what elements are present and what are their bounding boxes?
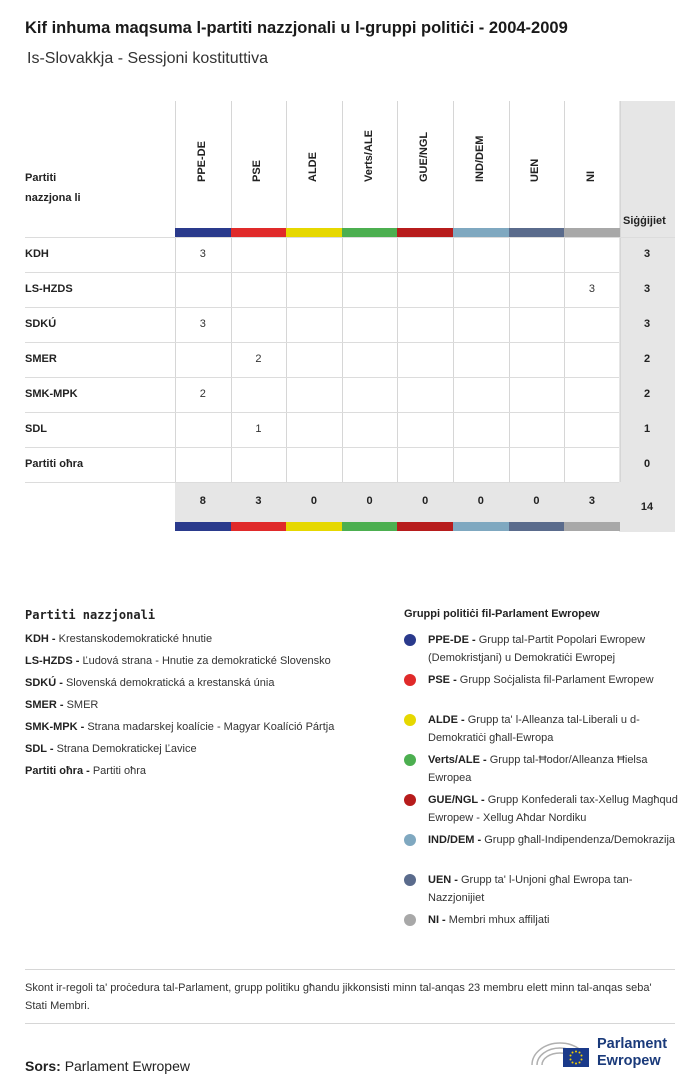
row-total: 3 [643, 318, 651, 330]
national-legend-item [25, 633, 212, 645]
legend-abbr: SMER - [25, 699, 67, 711]
legend-text: Ľudová strana - Hnutie za demokratické Slovensko [82, 655, 331, 667]
row-total: 0 [643, 458, 651, 470]
row-total: 2 [643, 388, 651, 400]
row-total: 2 [643, 353, 651, 365]
national-legend-item [25, 743, 197, 755]
row-label: SMER [25, 353, 57, 365]
group-color-bar [231, 522, 287, 531]
group-legend-item [404, 911, 684, 947]
group-color-bar [397, 228, 453, 237]
group-color-bar [286, 522, 342, 531]
legend-description: Grupp Soċjalista fil-Parlament Ewropew [459, 674, 654, 686]
group-color-bar [397, 522, 453, 531]
row-divider [25, 237, 675, 238]
legend-text: Strana Demokratickej Ľavice [56, 743, 197, 755]
legend-abbr: Partiti oħra - [25, 765, 93, 777]
group-color-bar [453, 228, 509, 237]
group-legend-item [404, 671, 684, 707]
column-total: 0 [422, 495, 429, 507]
column-total: 8 [199, 495, 206, 507]
legend-abbr: KDH - [25, 633, 59, 645]
column-total: 0 [366, 495, 373, 507]
column-header: Verts/ALE [362, 130, 375, 182]
legend-description: Grupp ta' l-Alleanza tal-Liberali u d-Demokratiċi għall-Ewropa [428, 714, 640, 744]
row-label: SDL [25, 423, 47, 435]
column-header: UEN [529, 158, 542, 182]
group-legend-item [404, 711, 684, 747]
legend-abbr: PPE-DE - [428, 634, 479, 646]
legend-abbr: SDKÚ - [25, 677, 66, 689]
legend-text [428, 911, 678, 929]
national-legend-item [25, 699, 98, 711]
divider [25, 969, 675, 970]
groups-legend-title: Gruppi politiċi fil-Parlament Ewropew [404, 608, 600, 620]
legend-description: Grupp għall-Indipendenza/Demokrazija [484, 834, 676, 846]
legend-text: SMER [66, 699, 99, 711]
row-header: Partiti nazzjona li [25, 172, 81, 204]
row-divider [25, 447, 619, 448]
group-legend-item [404, 871, 684, 907]
row-divider [25, 412, 619, 413]
table-cell: 3 [199, 248, 206, 260]
divider [25, 1023, 675, 1024]
legend-text [428, 831, 678, 849]
legend-abbr: SMK-MPK - [25, 721, 88, 733]
source-line [25, 1058, 190, 1074]
logo-line-2: Ewropew [597, 1053, 661, 1069]
source-label: Sors: [25, 1058, 61, 1074]
column-header: PPE-DE [195, 141, 208, 182]
logo-line-1: Parlament [597, 1036, 668, 1052]
legend-text: Strana madarskej koalície - Magyar Koalíció Pártja [87, 721, 335, 733]
page-subtitle: Is-Slovakkja - Sessjoni kostituttiva [27, 50, 268, 67]
national-legend-item [25, 765, 146, 777]
legend-abbr: UEN - [428, 874, 461, 886]
legend-color-dot [404, 914, 416, 926]
footnote: Skont ir-regoli ta' proċedura tal-Parlament, grupp politiku għandu jikkonsisti minn tal-anqas 23 membru elett minn tal-anqas seba' Stati Membri. [25, 982, 652, 1012]
legend-text [428, 631, 678, 667]
legend-abbr: LS-HZDS - [25, 655, 83, 667]
group-color-bar [564, 228, 620, 237]
legend-description: Membri mhux affiljati [448, 914, 550, 926]
row-divider [25, 377, 619, 378]
column-header: PSE [251, 159, 264, 182]
european-parliament-logo-icon [530, 1035, 680, 1075]
legend-abbr: GUE/NGL - [428, 794, 488, 806]
column-divider [175, 101, 176, 482]
row-label: KDH [25, 248, 49, 260]
legend-color-dot [404, 754, 416, 766]
national-legend-item [25, 721, 334, 733]
legend-abbr: Verts/ALE - [428, 754, 490, 766]
column-header: GUE/NGL [418, 131, 431, 182]
group-color-bar [453, 522, 509, 531]
table-cell: 2 [255, 353, 262, 365]
column-header: ALDE [307, 152, 319, 182]
column-divider [286, 101, 287, 482]
group-legend-item [404, 791, 684, 827]
legend-color-dot [404, 634, 416, 646]
group-color-bar [564, 522, 620, 531]
legend-text [428, 671, 678, 689]
legend-text: Slovenská demokratická a krestanská únia [65, 677, 275, 689]
row-divider [25, 307, 619, 308]
row-total: 3 [643, 283, 651, 295]
group-color-bar [231, 228, 287, 237]
national-legend-item [25, 677, 274, 689]
legend-text [428, 711, 678, 747]
legend-color-dot [404, 874, 416, 886]
row-divider [25, 272, 619, 273]
table-cell: 3 [588, 283, 596, 295]
group-legend-item [404, 831, 684, 867]
column-divider [397, 101, 398, 482]
grand-total: 14 [640, 501, 654, 513]
national-legend-title: Partiti nazzjonali [25, 608, 156, 622]
legend-color-dot [404, 834, 416, 846]
legend-text [428, 871, 678, 907]
group-color-bar [509, 228, 565, 237]
seats-column-header: Siġġijiet [623, 215, 666, 227]
row-label: SDKÚ [25, 318, 57, 330]
column-total: 3 [255, 495, 262, 507]
legend-color-dot [404, 674, 416, 686]
group-color-bar [509, 522, 565, 531]
column-divider [453, 101, 454, 482]
row-label: SMK-MPK [25, 388, 78, 400]
national-legend-item [25, 655, 331, 667]
legend-abbr: PSE - [428, 674, 460, 686]
legend-text [428, 791, 678, 827]
column-header: IND/DEM [473, 135, 486, 182]
row-total: 1 [643, 423, 651, 435]
group-legend-item [404, 631, 684, 667]
legend-color-dot [404, 794, 416, 806]
row-divider [25, 342, 619, 343]
legend-description: Grupp ta' l-Unjoni għal Ewropa tan-Nazzjonijiet [428, 874, 633, 904]
column-total: 3 [588, 495, 596, 507]
legend-abbr: NI - [428, 914, 449, 926]
group-color-bar [175, 522, 231, 531]
column-total: 0 [477, 495, 484, 507]
group-color-bar [286, 228, 342, 237]
legend-text: Partiti oħra [92, 765, 147, 777]
table-cell: 2 [199, 388, 206, 400]
row-divider [25, 482, 619, 483]
legend-description: Grupp tal-Ħodor/Alleanza Ħielsa Ewropea [428, 754, 648, 784]
column-total: 0 [533, 495, 540, 507]
group-legend-item [404, 751, 684, 787]
table-cell: 3 [199, 318, 206, 330]
legend-description: Grupp tal-Partit Popolari Ewropew (Demokristjani) u Demokratiċi Ewropej [428, 634, 646, 664]
seats-table [0, 0, 700, 540]
legend-description: Grupp Konfederali tax-Xellug Magħqud Ewropew - Xellug Aħdar Nordiku [428, 794, 678, 824]
legend-color-dot [404, 714, 416, 726]
legend-abbr: SDL - [25, 743, 57, 755]
page-title: Kif inhuma maqsuma l-partiti nazzjonali u l-gruppi politiċi - 2004-2009 [25, 19, 568, 37]
legend-text [428, 751, 678, 787]
logo-text [597, 1036, 667, 1070]
table-cell: 1 [255, 423, 262, 435]
column-total: 0 [310, 495, 318, 507]
group-color-bar [342, 228, 398, 237]
group-color-bar [175, 228, 231, 237]
row-label: Partiti oħra [25, 458, 84, 470]
column-header: NI [585, 171, 597, 182]
row-total: 3 [643, 248, 651, 260]
legend-text: Krestanskodemokratické hnutie [58, 633, 213, 645]
column-divider [509, 101, 510, 482]
source-value: Parlament Ewropew [64, 1058, 190, 1074]
legend-abbr: ALDE - [428, 714, 468, 726]
group-color-bar [342, 522, 398, 531]
legend-abbr: IND/DEM - [428, 834, 485, 846]
column-divider [342, 101, 343, 482]
row-label: LS-HZDS [25, 283, 73, 295]
